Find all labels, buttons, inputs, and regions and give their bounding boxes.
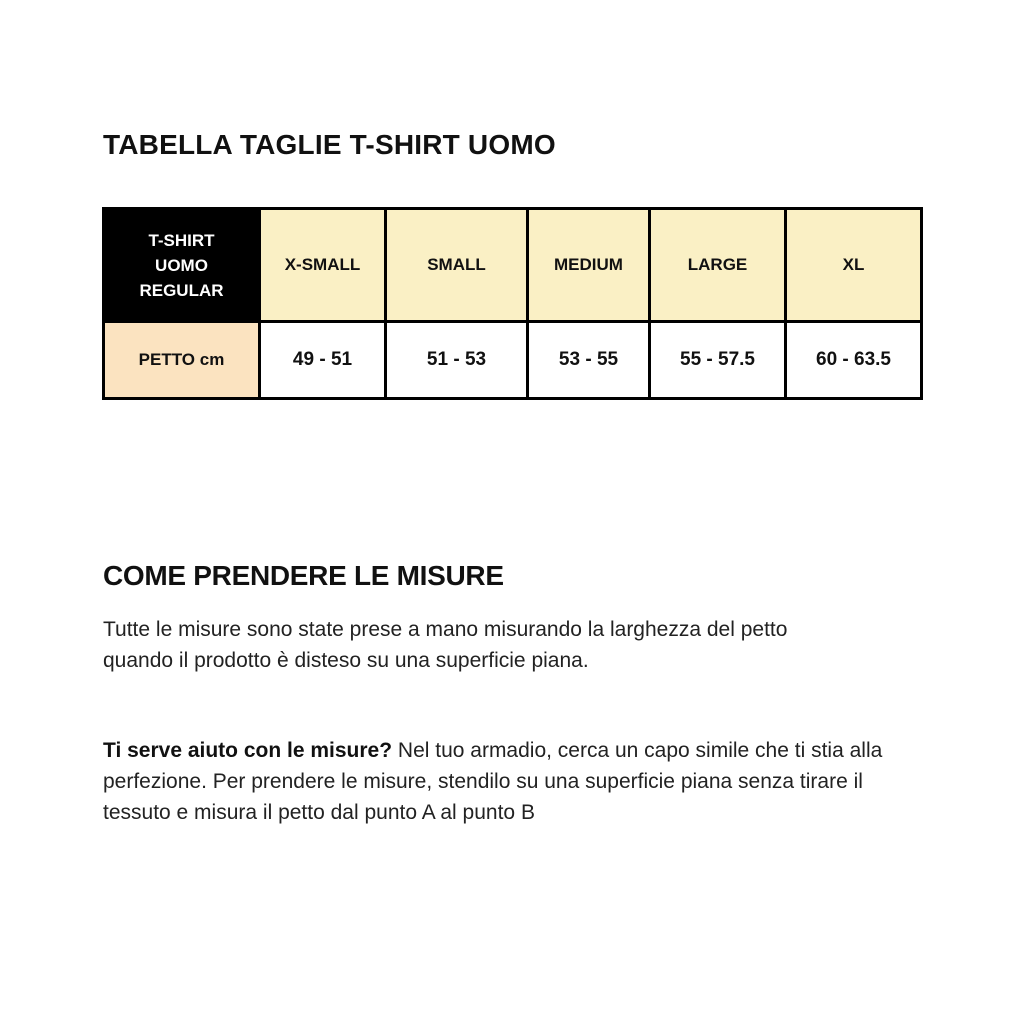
size-table-data-row [104, 322, 922, 399]
size-table-header-row [104, 209, 922, 322]
size-header-xl: XL [786, 209, 922, 322]
corner-label-line: UOMO [155, 255, 208, 275]
help-question-bold: Ti serve aiuto con le misure? [103, 739, 393, 762]
size-header-xsmall: X-SMALL [260, 209, 386, 322]
size-table [102, 207, 923, 400]
corner-label-line: T-SHIRT [148, 230, 215, 250]
size-header-small: SMALL [386, 209, 528, 322]
help-line: perfezione. Per prendere le misure, stendilo su una superficie piana senza tirare il [103, 770, 863, 793]
page-title: TABELLA TAGLIE T-SHIRT UOMO [103, 129, 556, 160]
intro-line: quando il prodotto è disteso su una superficie piana. [103, 649, 589, 672]
value-cell-large: 55 - 57.5 [650, 322, 786, 399]
help-line-rest: Nel tuo armadio, cerca un capo simile che ti stia alla [392, 739, 883, 762]
size-header-medium: MEDIUM [528, 209, 650, 322]
measure-section-heading: COME PRENDERE LE MISURE [103, 560, 504, 591]
help-line: tessuto e misura il petto dal punto A al punto B [103, 801, 535, 824]
corner-label-line: REGULAR [139, 280, 224, 300]
size-header-large: LARGE [650, 209, 786, 322]
intro-line: Tutte le misure sono state prese a mano misurando la larghezza del petto [103, 618, 788, 641]
value-cell-xl: 60 - 63.5 [786, 322, 922, 399]
value-cell-medium: 53 - 55 [528, 322, 650, 399]
row-label-petto-cm: PETTO cm [104, 322, 260, 399]
corner-cell-tshirt-uomo-regular [104, 209, 260, 322]
help-line [103, 735, 882, 766]
measure-intro-paragraph [103, 614, 787, 676]
value-cell-small: 51 - 53 [386, 322, 528, 399]
measure-help-paragraph [103, 735, 882, 828]
value-cell-xsmall: 49 - 51 [260, 322, 386, 399]
